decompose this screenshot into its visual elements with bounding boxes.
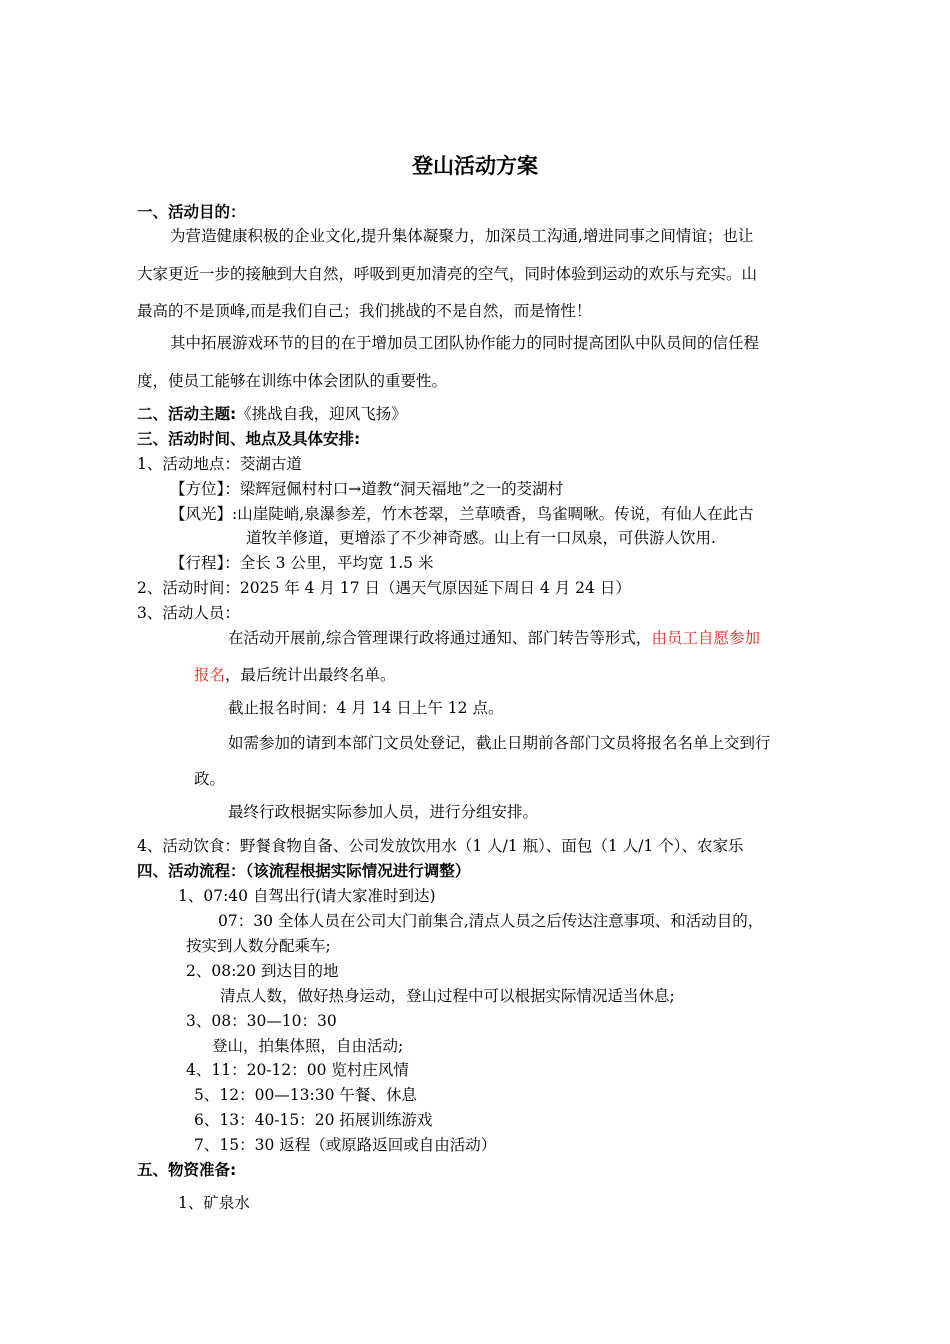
signup-deadline: 截止报名时间：4 月 14 日上午 12 点。	[228, 699, 504, 717]
page-title: 登山活动方案	[412, 154, 538, 178]
place-direction: 【方位】：梁辉冠佩村村口→道教“洞天福地”之一的茭湖村	[170, 480, 564, 498]
flow-item: 4、11：20-12：00 览村庄风情	[186, 1061, 409, 1079]
register-note: 如需参加的请到本部门文员处登记，截止日期前各部门文员将报名名单上交到行	[228, 734, 771, 752]
paragraph-line: 其中拓展游戏环节的目的在于增加员工团队协作能力的同时提高团队中队员间的信任程	[170, 334, 760, 352]
activity-people: 3、活动人员：	[137, 604, 240, 622]
place-route: 【行程】：全长 3 公里，平均宽 1.5 米	[170, 554, 434, 572]
people-notice	[228, 628, 760, 648]
supply-item: 1、矿泉水	[178, 1194, 250, 1212]
activity-food: 4、活动饮食：野餐食物自备、公司发放饮用水（1 人/1 瓶）、面包（1 人/1 个）、农家乐	[137, 837, 744, 855]
flow-item-detail: 清点人数，做好热身运动，登山过程中可以根据实际情况适当休息;	[220, 987, 675, 1005]
section-theme	[137, 404, 407, 424]
section-heading-supplies: 五、物资准备:	[137, 1161, 237, 1179]
paragraph-line: 大家更近一步的接触到大自然，呼吸到更加清亮的空气，同时体验到运动的欢乐与充实。山	[137, 265, 758, 283]
paragraph-line: 为营造健康积极的企业文化,提升集体凝聚力，加深员工沟通,增进同事之间情谊；也让	[170, 227, 754, 245]
section-heading-flow: 四、活动流程：（该流程根据实际情况进行调整）	[137, 862, 471, 880]
people-notice-text: 在活动开展前,综合管理课行政将通过通知、部门转告等形式，	[228, 629, 652, 647]
people-notice-highlight: 报名	[194, 666, 226, 684]
flow-item: 6、13：40-15：20 拓展训练游戏	[194, 1111, 433, 1129]
section-heading-theme: 二、活动主题:	[137, 405, 237, 423]
theme-text: 《挑战自我，迎风飞扬》	[236, 405, 407, 423]
paragraph-line: 度，使员工能够在训练中体会团队的重要性。	[137, 372, 448, 390]
place-scenery-cont: 道牧羊修道，更增添了不少神奇感。山上有一口凤泉，可供游人饮用.	[246, 529, 716, 547]
flow-item: 5、12：00—13:30 午餐、休息	[194, 1086, 417, 1104]
activity-place: 1、活动地点：茭湖古道	[137, 455, 302, 473]
section-heading-purpose: 一、活动目的：	[137, 203, 246, 221]
flow-item: 1、07:40 自驾出行(请大家准时到达)	[178, 887, 436, 905]
paragraph-line: 最高的不是顶峰,而是我们自己；我们挑战的不是自然，而是惰性！	[137, 302, 592, 320]
people-notice-text: ，最后统计出最终名单。	[225, 666, 396, 684]
flow-item-detail: 按实到人数分配乘车;	[186, 937, 331, 955]
activity-time: 2、活动时间：2025 年 4 月 17 日（遇天气原因延下周日 4 月 24 日）	[137, 579, 631, 597]
flow-item-detail: 07：30 全体人员在公司大门前集合,清点人员之后传达注意事项、和活动目的，	[218, 912, 764, 930]
people-notice-cont	[194, 665, 396, 685]
flow-item: 3、08：30—10：30	[186, 1012, 337, 1030]
flow-item: 7、15：30 返程（或原路返回或自由活动）	[194, 1136, 497, 1154]
place-scenery: 【风光】:山崖陡峭,泉瀑参差，竹木苍翠，兰草喷香，鸟雀啁啾。传说，有仙人在此古	[170, 505, 754, 523]
people-notice-highlight: 由员工自愿参加	[651, 629, 760, 647]
flow-item-detail: 登山，拍集体照，自由活动;	[212, 1037, 404, 1055]
grouping-note: 最终行政根据实际参加人员，进行分组安排。	[228, 803, 539, 821]
register-note-cont: 政。	[194, 770, 226, 788]
flow-item: 2、08:20 到达目的地	[186, 962, 339, 980]
section-heading-schedule: 三、活动时间、地点及具体安排:	[137, 430, 361, 448]
